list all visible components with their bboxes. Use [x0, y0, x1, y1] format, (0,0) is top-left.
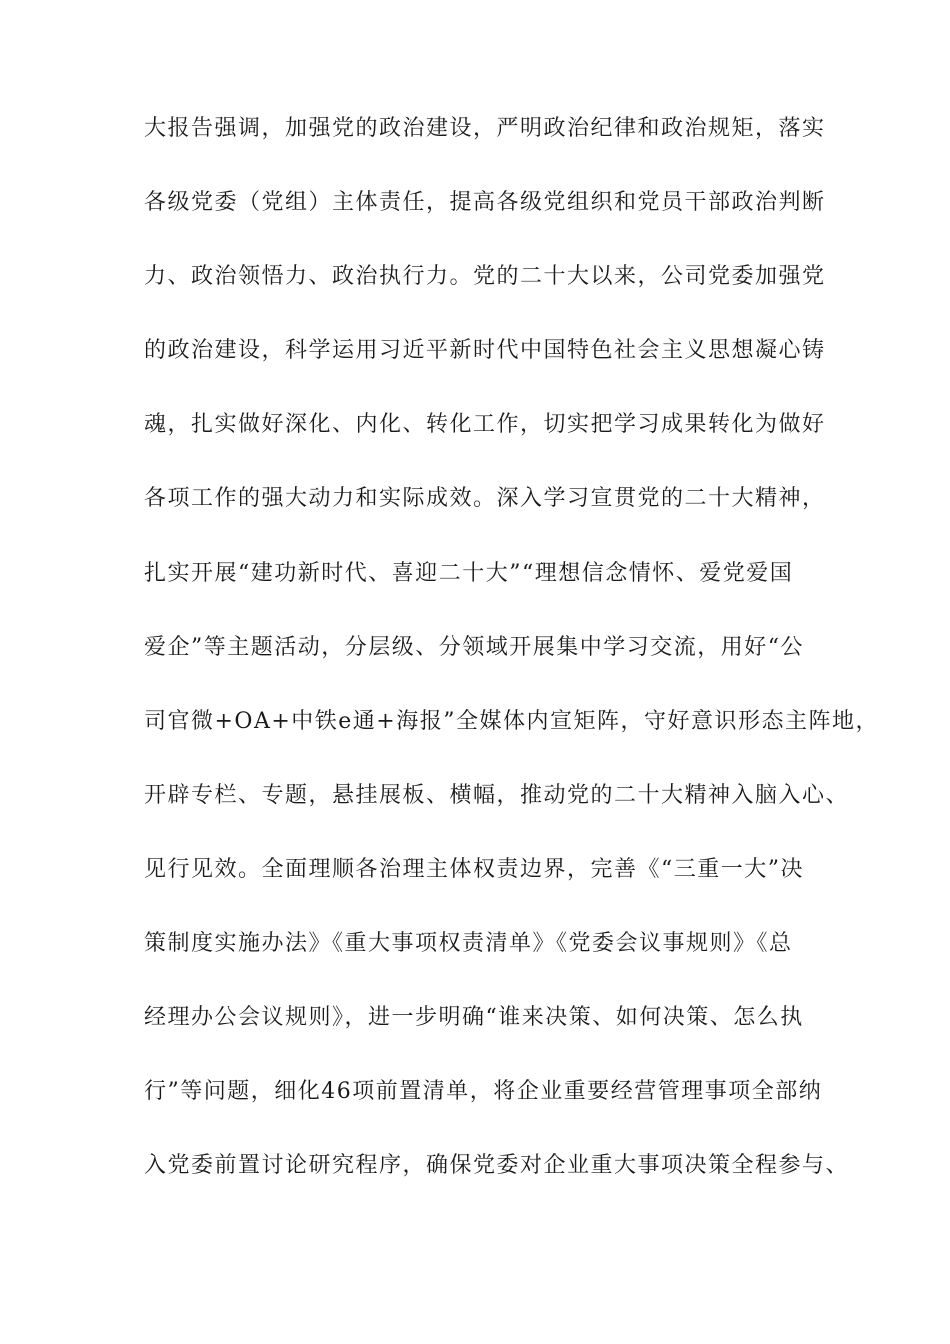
text-line: 经理办公会议规则》，进一步明确“谁来决策、如何决策、怎么执	[144, 1005, 804, 1031]
text-line: 策制度实施办法》《重大事项权责清单》《党委会议事规则》《总	[144, 931, 793, 957]
text-line: 各级党委（党组）主体责任，提高各级党组织和党员干部政治判断	[144, 190, 826, 216]
text-line: 力、政治领悟力、政治执行力。党的二十大以来，公司党委加强党	[144, 264, 826, 290]
text-line: 开辟专栏、专题，悬挂展板、横幅，推动党的二十大精神入脑入心、	[144, 782, 850, 808]
text-line: 入党委前置讨论研究程序，确保党委对企业重大事项决策全程参与、	[144, 1153, 850, 1179]
text-line: 司官微+OA+中铁e通+海报”全媒体内宣矩阵，守好意识形态主阵地，	[144, 708, 879, 734]
text-line: 的政治建设，科学运用习近平新时代中国特色社会主义思想凝心铸	[144, 338, 826, 364]
text-line: 爱企”等主题活动，分层级、分领域开展集中学习交流，用好“公	[144, 634, 804, 660]
text-line: 魂，扎实做好深化、内化、转化工作，切实把学习成果转化为做好	[144, 412, 826, 438]
text-line: 见行见效。全面理顺各治理主体权责边界，完善《“三重一大”决	[144, 856, 804, 882]
text-line: 各项工作的强大动力和实际成效。深入学习宣贯党的二十大精神，	[144, 486, 826, 512]
text-line: 行”等问题，细化46项前置清单，将企业重要经营管理事项全部纳	[144, 1079, 823, 1105]
text-line: 扎实开展“建功新时代、喜迎二十大”“理想信念情怀、爱党爱国	[144, 560, 794, 586]
text-line: 大报告强调，加强党的政治建设，严明政治纪律和政治规矩，落实	[144, 116, 826, 141]
body-text	[144, 105, 879, 1216]
